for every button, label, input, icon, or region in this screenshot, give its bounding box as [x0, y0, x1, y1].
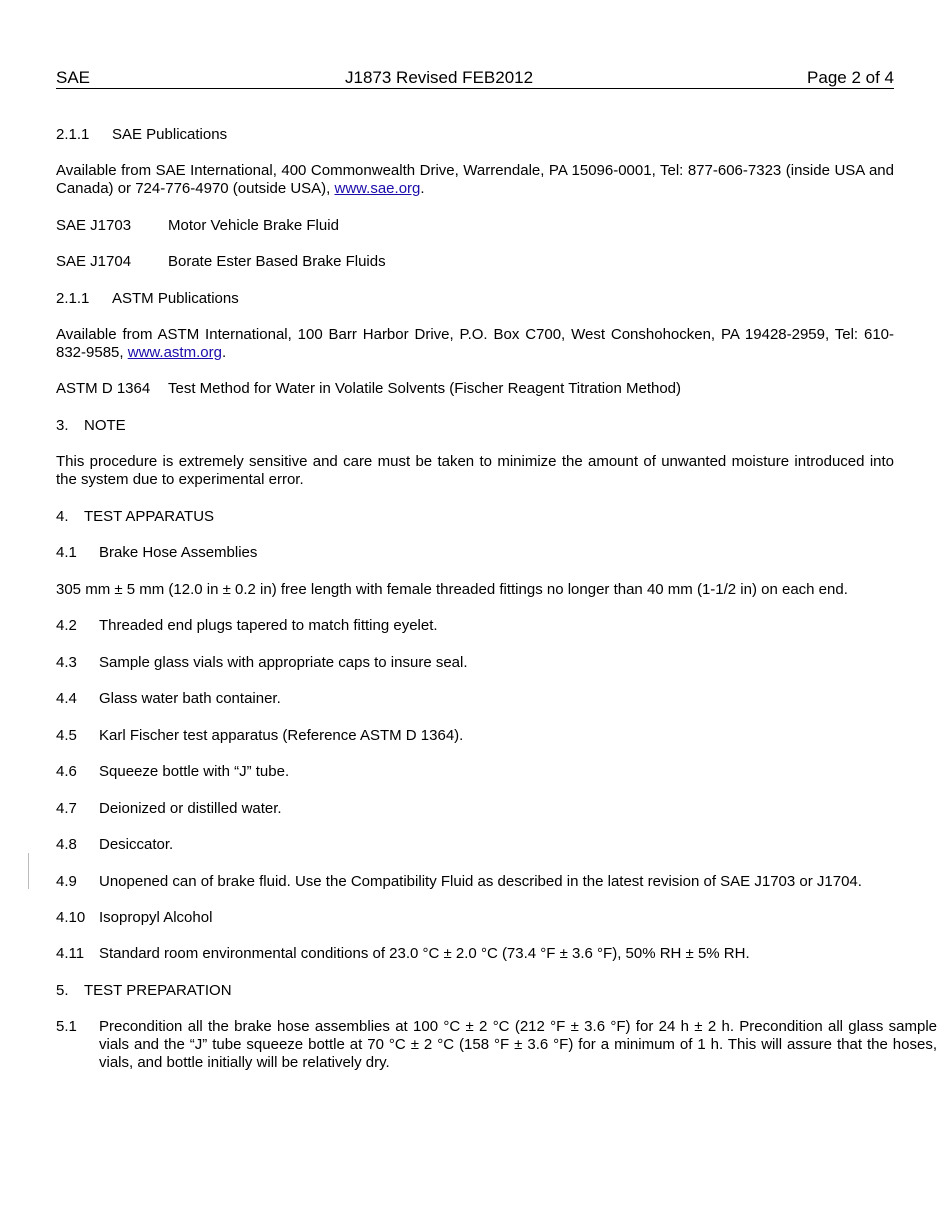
- apparatus-item: 4.3 Sample glass vials with appropriate caps to insure seal.: [56, 654, 468, 671]
- apparatus-item: 4.5 Karl Fischer test apparatus (Reference ASTM D 1364).: [56, 727, 464, 744]
- header-page-number: Page 2 of 4: [807, 68, 894, 87]
- reference-sae-j1704: SAE J1704 Borate Ester Based Brake Fluids: [56, 253, 386, 270]
- astm-website-link[interactable]: www.astm.org: [127, 344, 222, 361]
- apparatus-item: 4.11 Standard room environmental conditions of 23.0 °C ± 2.0 °C (73.4 °F ± 3.6 °F), 50% RH ± 5% RH.: [56, 945, 750, 962]
- section-heading-sae-publications: 2.1.1 SAE Publications: [56, 126, 228, 143]
- apparatus-item: 4.10 Isopropyl Alcohol: [56, 909, 213, 926]
- header-doc-id: J1873 Revised FEB2012: [345, 68, 534, 87]
- apparatus-item: 4.2 Threaded end plugs tapered to match fitting eyelet.: [56, 617, 438, 634]
- revision-bar: [28, 853, 29, 889]
- note-paragraph: This procedure is extremely sensitive and care must be taken to minimize the amount of unwanted moisture introduced into the system due to experimental error.: [56, 453, 894, 488]
- section-heading-test-preparation: 5. TEST PREPARATION: [56, 982, 232, 999]
- section-heading-astm-publications: 2.1.1 ASTM Publications: [56, 290, 239, 307]
- apparatus-item-detail: 305 mm ± 5 mm (12.0 in ± 0.2 in) free length with female threaded fittings no longer than 40 mm (1-1/2 in) on each end.: [56, 581, 848, 598]
- apparatus-item: 4.7 Deionized or distilled water.: [56, 800, 282, 817]
- apparatus-item: 4.8 Desiccator.: [56, 836, 174, 853]
- section-heading-note: 3. NOTE: [56, 417, 126, 434]
- sae-website-link[interactable]: www.sae.org: [334, 180, 421, 197]
- preparation-item-5-1: 5.1 Precondition all the brake hose assemblies at 100 °C ± 2 °C (212 °F ± 3.6 °F) for 24 h ± 2 h. Precondition all glass sample vials and the “J” tube squeeze bottle at 70 °C ± 2 °C (158 °F ± 3.6 °F) for a minimum of 1 h. This will assure that the hoses, vials, and bottle initially will be relatively dry.: [56, 1018, 937, 1071]
- apparatus-item: 4.1 Brake Hose Assemblies: [56, 544, 258, 561]
- apparatus-item: 4.4 Glass water bath container.: [56, 690, 281, 707]
- header-org: SAE: [56, 68, 91, 87]
- reference-astm-d1364: ASTM D 1364 Test Method for Water in Volatile Solvents (Fischer Reagent Titration Method): [56, 380, 682, 397]
- sae-availability-paragraph: Available from SAE International, 400 Commonwealth Drive, Warrendale, PA 15096-0001, Tel: 877-606-7323 (inside USA and Canada) or 724-776-4970 (outside USA), www.sae.org.: [56, 162, 894, 197]
- page-header: [56, 68, 894, 89]
- apparatus-item: 4.6 Squeeze bottle with “J” tube.: [56, 763, 290, 780]
- reference-sae-j1703: SAE J1703 Motor Vehicle Brake Fluid: [56, 217, 339, 234]
- apparatus-item: 4.9 Unopened can of brake fluid. Use the Compatibility Fluid as described in the latest revision of SAE J1703 or J1704.: [56, 873, 862, 890]
- section-heading-test-apparatus: 4. TEST APPARATUS: [56, 508, 215, 525]
- astm-availability-paragraph: Available from ASTM International, 100 Barr Harbor Drive, P.O. Box C700, West Conshohocken, PA 19428-2959, Tel: 610-832-9585, www.astm.org.: [56, 326, 894, 361]
